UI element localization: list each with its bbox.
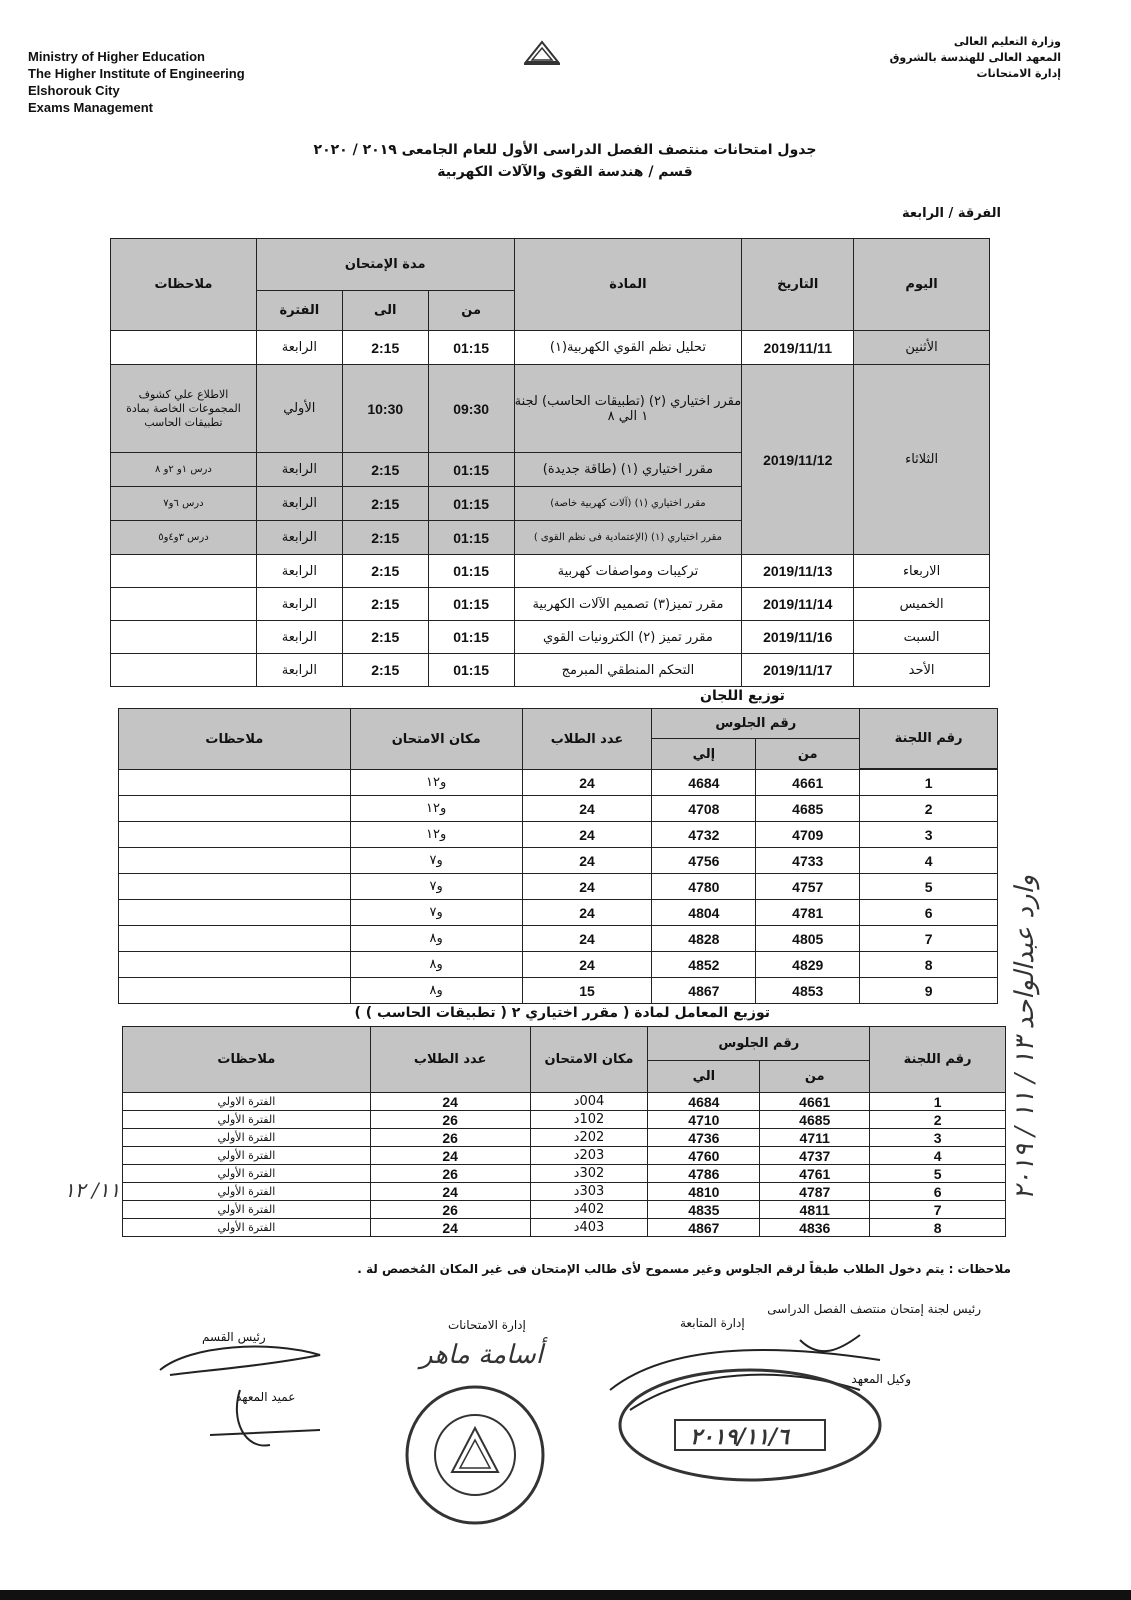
- committee-no: 4: [860, 848, 998, 874]
- table-row: [111, 588, 990, 621]
- committee-no: 9: [860, 978, 998, 1004]
- committee-no: 1: [870, 1093, 1006, 1111]
- header-to: الى: [342, 291, 428, 331]
- scan-edge: [0, 1590, 1131, 1600]
- note-cell: [111, 555, 257, 588]
- committee-no: 5: [870, 1165, 1006, 1183]
- labs-title: توزيع المعامل لمادة ( مقرر اختياري ٢ ( تطبيقات الحاسب ) ): [354, 1005, 770, 1021]
- seat-to: 4852: [652, 952, 756, 978]
- exam-place: 102د: [530, 1111, 648, 1129]
- note-cell: الفترة الأولي: [123, 1219, 371, 1237]
- exam-place: 402د: [530, 1201, 648, 1219]
- header-from: من: [760, 1061, 870, 1093]
- committee-no: 6: [870, 1183, 1006, 1201]
- to-cell: 10:30: [342, 365, 428, 453]
- exam-place: و٧: [350, 900, 522, 926]
- table-row: [119, 952, 998, 978]
- committee-no: 4: [870, 1147, 1006, 1165]
- day-cell: الثلاثاء: [854, 365, 990, 555]
- signature-scribble-icon: [150, 1340, 330, 1460]
- students-count: 24: [370, 1183, 530, 1201]
- exam-place: و٧: [350, 874, 522, 900]
- header-place: مكان الامتحان: [530, 1027, 648, 1093]
- table-row: [111, 555, 990, 588]
- seat-to: 4710: [648, 1111, 760, 1129]
- exam-place: 004د: [530, 1093, 648, 1111]
- table-row: [123, 1219, 1006, 1237]
- from-cell: 09:30: [428, 365, 514, 453]
- committee-no: 6: [860, 900, 998, 926]
- committees-title: توزيع اللجان: [700, 688, 785, 704]
- students-count: 15: [522, 978, 652, 1004]
- header-en: [28, 48, 245, 116]
- period-cell: الرابعة: [256, 621, 342, 654]
- committee-no: 7: [870, 1201, 1006, 1219]
- seat-from: 4836: [760, 1219, 870, 1237]
- seat-to: 4760: [648, 1147, 760, 1165]
- institute-ar: المعهد العالى للهندسة بالشروق: [889, 51, 1061, 64]
- note-cell: [111, 654, 257, 687]
- seat-from: 4733: [756, 848, 860, 874]
- date-cell: 2019/11/13: [742, 555, 854, 588]
- students-count: 26: [370, 1201, 530, 1219]
- exam-place: و١٢: [350, 822, 522, 848]
- level-label: الفرقة / الرابعة: [902, 206, 1001, 221]
- institute-logo-icon: [522, 40, 562, 66]
- table-row: [111, 365, 990, 453]
- header-committee: رقم اللجنة: [860, 709, 998, 769]
- header-period: الفترة: [256, 291, 342, 331]
- date-cell: 2019/11/14: [742, 588, 854, 621]
- table-row: [123, 1111, 1006, 1129]
- to-cell: 2:15: [342, 654, 428, 687]
- seat-from: 4709: [756, 822, 860, 848]
- note-cell: [111, 331, 257, 365]
- seat-from: 4829: [756, 952, 860, 978]
- exam-place: و١٢: [350, 796, 522, 822]
- footnote: ملاحظات : يتم دخول الطلاب طبقاً لرقم الجلوس وغير مسموح لأى طالب الإمتحان فى غير المكان المُخصص لة .: [357, 1262, 1011, 1276]
- institute-line: The Higher Institute of Engineering: [28, 66, 245, 81]
- seat-from: 4711: [760, 1129, 870, 1147]
- note-cell: درس ٣و٤و٥: [111, 521, 257, 555]
- from-cell: 01:15: [428, 621, 514, 654]
- date-cell: 2019/11/17: [742, 654, 854, 687]
- students-count: 26: [370, 1129, 530, 1147]
- period-cell: الرابعة: [256, 654, 342, 687]
- day-cell: السبت: [854, 621, 990, 654]
- header-notes: ملاحظات: [111, 239, 257, 331]
- committee-no: 2: [870, 1111, 1006, 1129]
- to-cell: 2:15: [342, 621, 428, 654]
- students-count: 24: [370, 1093, 530, 1111]
- exam-place: و٧: [350, 848, 522, 874]
- committee-no: 1: [860, 770, 998, 796]
- students-count: 24: [522, 770, 652, 796]
- header-subject: المادة: [514, 239, 742, 331]
- exam-place: 202د: [530, 1129, 648, 1147]
- committee-no: 3: [870, 1129, 1006, 1147]
- subject-cell: مقرر تميز(٣) تصميم الآلات الكهربية: [514, 588, 742, 621]
- header-committee: رقم اللجنة: [870, 1027, 1006, 1093]
- sig-exams: إدارة الامتحانات: [448, 1318, 526, 1332]
- students-count: 24: [522, 874, 652, 900]
- header-place: مكان الامتحان: [350, 709, 522, 770]
- institute-stamp-icon: [400, 1380, 550, 1530]
- header-date: التاريخ: [742, 239, 854, 331]
- exams-mgmt-line: Exams Management: [28, 100, 153, 115]
- sig-head-committee: رئيس لجنة إمتحان منتصف الفصل الدراسى: [767, 1302, 981, 1316]
- header-from: من: [428, 291, 514, 331]
- period-cell: الرابعة: [256, 453, 342, 487]
- handwritten-name: أسامة ماهر: [420, 1340, 543, 1370]
- note-cell: الفترة الأولي: [123, 1111, 371, 1129]
- header-students: عدد الطلاب: [370, 1027, 530, 1093]
- committee-no: 8: [870, 1219, 1006, 1237]
- from-cell: 01:15: [428, 331, 514, 365]
- seat-to: 4708: [652, 796, 756, 822]
- table-row: [119, 848, 998, 874]
- period-cell: الرابعة: [256, 521, 342, 555]
- exam-place: و١٢: [350, 770, 522, 796]
- table-row: [123, 1183, 1006, 1201]
- students-count: 24: [522, 848, 652, 874]
- header-seat: رقم الجلوس: [648, 1027, 870, 1061]
- committee-no: 5: [860, 874, 998, 900]
- note-cell: الفترة الأولي: [123, 1147, 371, 1165]
- table-row: [123, 1201, 1006, 1219]
- seat-from: 4757: [756, 874, 860, 900]
- sig-follow-up: إدارة المتابعة: [680, 1316, 745, 1330]
- table-row: [111, 331, 990, 365]
- students-count: 24: [522, 900, 652, 926]
- header-ar: [890, 34, 1061, 82]
- table-row: [119, 796, 998, 822]
- ministry-line: Ministry of Higher Education: [28, 49, 205, 64]
- seat-from: 4853: [756, 978, 860, 1004]
- exam-place: 203د: [530, 1147, 648, 1165]
- from-cell: 01:15: [428, 555, 514, 588]
- note-cell: الفترة الأولي: [123, 1201, 371, 1219]
- table-row: [119, 978, 998, 1004]
- period-cell: الرابعة: [256, 555, 342, 588]
- period-cell: الرابعة: [256, 487, 342, 521]
- exam-schedule-table: [110, 238, 990, 687]
- header-to: الي: [648, 1061, 760, 1093]
- header-seat: رقم الجلوس: [652, 709, 860, 739]
- sig-dean: عميد المعهد: [236, 1390, 296, 1404]
- students-count: 24: [522, 926, 652, 952]
- table-row: [119, 770, 998, 796]
- header-students: عدد الطلاب: [522, 709, 652, 770]
- table-row: [123, 1147, 1006, 1165]
- to-cell: 2:15: [342, 487, 428, 521]
- margin-note-left: ١١/ ١٢: [64, 1178, 121, 1202]
- note-cell: [111, 588, 257, 621]
- to-cell: 2:15: [342, 453, 428, 487]
- committee-no: 3: [860, 822, 998, 848]
- note-cell: [111, 621, 257, 654]
- seat-to: 4828: [652, 926, 756, 952]
- seat-to: 4684: [648, 1093, 760, 1111]
- seat-to: 4786: [648, 1165, 760, 1183]
- exam-place: و٨: [350, 978, 522, 1004]
- table-row: [119, 900, 998, 926]
- day-cell: الخميس: [854, 588, 990, 621]
- subject-cell: مقرر اختياري (١) (طاقة جديدة): [514, 453, 742, 487]
- students-count: 24: [522, 796, 652, 822]
- ministry-ar: وزارة التعليم العالى: [953, 35, 1061, 48]
- table-row: [111, 654, 990, 687]
- committee-no: 2: [860, 796, 998, 822]
- date-cell: 2019/11/16: [742, 621, 854, 654]
- subject-cell: التحكم المنطقي المبرمج: [514, 654, 742, 687]
- from-cell: 01:15: [428, 453, 514, 487]
- period-cell: الأولي: [256, 365, 342, 453]
- stamp-date: ٢٠١٩/١١/٦: [690, 1424, 789, 1450]
- table-row: [123, 1129, 1006, 1147]
- subject-cell: تحليل نظم القوي الكهربية(١): [514, 331, 742, 365]
- seat-from: 4661: [760, 1093, 870, 1111]
- header-duration: مدة الإمتحان: [256, 239, 514, 291]
- header-notes: ملاحظات: [119, 709, 351, 770]
- seat-to: 4867: [652, 978, 756, 1004]
- exam-place: و٨: [350, 952, 522, 978]
- date-cell: 2019/11/11: [742, 331, 854, 365]
- department-title: قسم / هندسة القوى والآلات الكهربية: [437, 164, 693, 180]
- seat-from: 4805: [756, 926, 860, 952]
- city-line: Elshorouk City: [28, 83, 120, 98]
- exam-place: 303د: [530, 1183, 648, 1201]
- to-cell: 2:15: [342, 588, 428, 621]
- table-row: [111, 621, 990, 654]
- note-cell: الفترة الاولي: [123, 1093, 371, 1111]
- seat-to: 4810: [648, 1183, 760, 1201]
- seat-from: 4661: [756, 770, 860, 796]
- to-cell: 2:15: [342, 331, 428, 365]
- seat-from: 4781: [756, 900, 860, 926]
- day-cell: الأثنين: [854, 331, 990, 365]
- seat-to: 4736: [648, 1129, 760, 1147]
- note-cell: الفترة الأولي: [123, 1165, 371, 1183]
- exams-ar: إدارة الامتحانات: [976, 67, 1061, 80]
- sig-vice-dean: وكيل المعهد: [851, 1372, 911, 1386]
- committee-no: 8: [860, 952, 998, 978]
- day-cell: الأحد: [854, 654, 990, 687]
- subject-cell: مقرر اختياري (١) (الإعتمادية فى نظم القوى ): [514, 521, 742, 555]
- table-row: [119, 874, 998, 900]
- students-count: 24: [522, 952, 652, 978]
- seat-from: 4685: [756, 796, 860, 822]
- seat-from: 4811: [760, 1201, 870, 1219]
- to-cell: 2:15: [342, 521, 428, 555]
- table-row: [119, 822, 998, 848]
- subject-cell: مقرر اختياري (٢) (تطبيقات الحاسب) لجنة ١ الي ٨: [514, 365, 742, 453]
- labs-table: [122, 1026, 1006, 1237]
- day-cell: الاربعاء: [854, 555, 990, 588]
- period-cell: الرابعة: [256, 588, 342, 621]
- seat-to: 4684: [652, 770, 756, 796]
- seat-from: 4737: [760, 1147, 870, 1165]
- table-row: [123, 1093, 1006, 1111]
- header-notes: ملاحظات: [123, 1027, 371, 1093]
- students-count: 26: [370, 1111, 530, 1129]
- period-cell: الرابعة: [256, 331, 342, 365]
- note-cell: الفترة الأولي: [123, 1183, 371, 1201]
- from-cell: 01:15: [428, 588, 514, 621]
- seat-to: 4732: [652, 822, 756, 848]
- header-from: من: [756, 739, 860, 770]
- exam-place: 302د: [530, 1165, 648, 1183]
- table-row: [119, 926, 998, 952]
- subject-cell: مقرر اختياري (١) (آلات كهربية خاصة): [514, 487, 742, 521]
- committee-no: 7: [860, 926, 998, 952]
- from-cell: 01:15: [428, 521, 514, 555]
- note-cell: الفترة الأولي: [123, 1129, 371, 1147]
- committees-table: [118, 708, 998, 1004]
- students-count: 24: [370, 1147, 530, 1165]
- seat-from: 4685: [760, 1111, 870, 1129]
- seat-from: 4761: [760, 1165, 870, 1183]
- students-count: 26: [370, 1165, 530, 1183]
- date-cell: 2019/11/12: [742, 365, 854, 555]
- note-cell: درس ١و ٢و ٨: [111, 453, 257, 487]
- header-day: اليوم: [854, 239, 990, 331]
- seat-to: 4867: [648, 1219, 760, 1237]
- page-title: جدول امتحانات منتصف الفصل الدراسى الأول للعام الجامعى ٢٠١٩ / ٢٠٢٠: [313, 142, 817, 158]
- seat-to: 4804: [652, 900, 756, 926]
- seat-to: 4756: [652, 848, 756, 874]
- header-to: إلي: [652, 739, 756, 770]
- subject-cell: تركيبات ومواصفات كهربية: [514, 555, 742, 588]
- seat-to: 4780: [652, 874, 756, 900]
- sig-dept-head: رئيس القسم: [202, 1330, 266, 1344]
- to-cell: 2:15: [342, 555, 428, 588]
- subject-cell: مقرر تميز (٢) الكترونيات القوي: [514, 621, 742, 654]
- seat-from: 4787: [760, 1183, 870, 1201]
- from-cell: 01:15: [428, 654, 514, 687]
- note-cell: درس ٦و٧: [111, 487, 257, 521]
- students-count: 24: [370, 1219, 530, 1237]
- from-cell: 01:15: [428, 487, 514, 521]
- seat-to: 4835: [648, 1201, 760, 1219]
- exam-place: و٨: [350, 926, 522, 952]
- exam-place: 403د: [530, 1219, 648, 1237]
- table-row: [123, 1165, 1006, 1183]
- students-count: 24: [522, 822, 652, 848]
- note-cell: الاطلاع علي كشوف المجموعات الخاصة بمادة تطبيقات الحاسب: [111, 365, 257, 453]
